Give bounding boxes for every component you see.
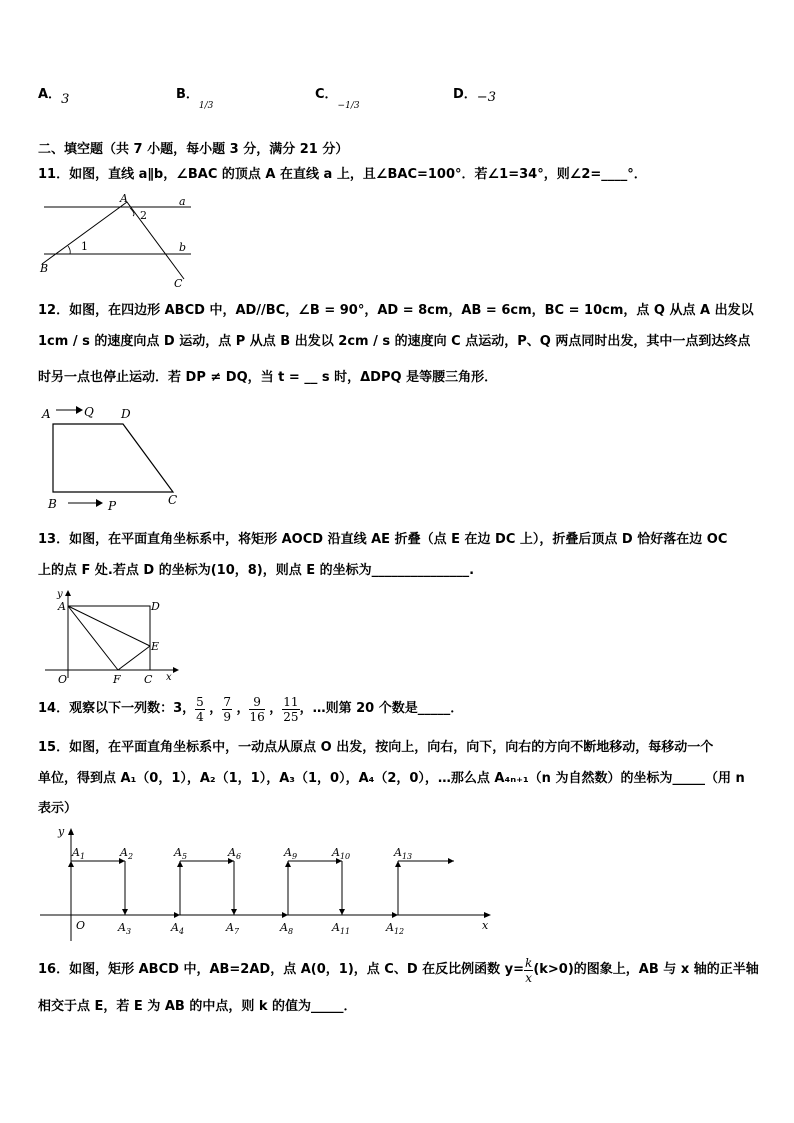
label-1: 1 <box>81 240 88 253</box>
label-P: P <box>108 499 117 513</box>
q14-prefix: 14．观察以下一列数：3， <box>38 701 196 716</box>
option-d-value: −3 <box>476 90 496 105</box>
right-arrowhead-bottom <box>282 912 288 918</box>
label-x: x <box>166 672 172 683</box>
option-d-label: D． <box>453 87 477 102</box>
q12-line3: 时另一点也停止运动．若 DP ≠ DQ，当 t = __ s 时，ΔDPQ 是等腰三角形． <box>38 370 498 385</box>
label-D: D <box>151 600 160 613</box>
label-F: F <box>113 673 121 686</box>
point-label-a4: $A_4$ <box>171 921 185 936</box>
q16-frac-num: k <box>525 955 533 970</box>
q15-line2: 单位，得到点 A₁（0，1），A₂（1，1），A₃（1，0），A₄（2，0），…那么点 A₄ₙ₊₁（n 为自然数）的坐标为_____（用 n <box>38 771 745 786</box>
section-title: 二、填空题（共 7 小题，每小题 3 分，满分 21 分） <box>38 142 349 157</box>
point-label-a1: $A_1$ <box>72 846 86 861</box>
q13-figure <box>40 588 185 688</box>
y-arrow <box>68 828 74 835</box>
q14-frac-2-num: 7 <box>223 694 231 709</box>
q12-line1: 12．如图，在四边形 ABCD 中，AD//BC，∠B = 90°，AD = 8cm，AB = 6cm，BC = 10cm，点 Q 从点 A 出发以 <box>38 303 754 318</box>
up-arrowhead <box>177 861 183 867</box>
q16-frac <box>524 956 533 985</box>
label-B: B <box>40 262 49 275</box>
label-Q: Q <box>84 405 94 419</box>
arrow-p-head <box>96 499 103 507</box>
q14-frac-4-num: 11 <box>283 694 299 709</box>
rectangle-aocd <box>68 606 150 670</box>
segment-fe <box>118 646 150 670</box>
q15-figure <box>36 823 496 941</box>
option-b-value: 1/3 <box>198 101 214 111</box>
q16-line1 <box>38 952 759 988</box>
point-label-a7: $A_7$ <box>226 921 240 936</box>
label-2: 2 <box>140 209 147 222</box>
q14-line: 14．观察以下一列数：3， $\frac{5}{4}$ ， $\frac{7}{9}$ ， $\frac{9}{16}$ ， $\frac{11}{25}$ ，…则第 20 个数是_____． <box>38 694 464 724</box>
q14-frac-2-den: 9 <box>223 709 231 724</box>
label-O: O <box>58 673 68 686</box>
segment-ac <box>127 202 187 279</box>
point-label-a5: $A_5$ <box>174 846 188 861</box>
q16-post: (k>0)的图象上，AB 与 x 轴的正半轴 <box>533 962 759 977</box>
label-E: E <box>151 640 160 653</box>
q13-line2: 上的点 F 处.若点 D 的坐标为(10，8)，则点 E 的坐标为_______________. <box>38 563 475 578</box>
up-arrowhead <box>285 861 291 867</box>
q11-text: 11．如图，直线 a∥b，∠BAC 的顶点 A 在直线 a 上，且∠BAC=100°．若∠1=34°，则∠2=____°． <box>38 167 647 182</box>
q16-pre: 16．如图，矩形 ABCD 中，AB=2AD，点 A(0，1)，点 C、D 在反比例函数 y= <box>38 962 525 977</box>
top-point-labels <box>71 846 412 861</box>
segment-af <box>68 606 118 670</box>
q14-frac-4 <box>282 695 299 724</box>
right-arrowhead-bottom <box>174 912 180 918</box>
quadrilateral-abcd <box>53 424 173 492</box>
label-D: D <box>121 407 131 421</box>
down-arrowhead <box>231 909 237 915</box>
x-arrow <box>173 667 179 673</box>
up-arrowhead <box>395 861 401 867</box>
q15-line1: 15．如图，在平面直角坐标系中，一动点从原点 O 出发，按向上，向右，向下，向右的方向不断地移动，每移动一个 <box>38 740 714 755</box>
label-C: C <box>174 277 183 290</box>
q14-frac-3-num: 9 <box>249 695 264 710</box>
option-a-label: A． <box>38 87 62 102</box>
bottom-point-labels <box>117 921 404 936</box>
option-b <box>176 86 214 111</box>
point-label-a3: $A_3$ <box>118 921 132 936</box>
segment-ae <box>68 606 150 646</box>
q12-figure <box>38 400 188 515</box>
label-a: a <box>179 195 186 208</box>
q14-frac-2 <box>222 695 232 724</box>
option-b-label: B． <box>176 87 199 102</box>
x-arrow <box>484 912 491 918</box>
label-A: A <box>42 407 51 421</box>
point-label-a2: $A_2$ <box>120 846 134 861</box>
option-d <box>453 86 496 104</box>
right-arrowhead-bottom <box>392 912 398 918</box>
label-O: O <box>76 919 86 932</box>
point-label-a9: $A_9$ <box>284 846 298 861</box>
angle-1-arc <box>68 246 70 254</box>
up-arrowhead <box>68 861 74 867</box>
label-A: A <box>58 600 66 613</box>
point-label-a13: $A_{13}$ <box>394 846 413 861</box>
q12-line2: 1cm / s 的速度向点 D 运动，点 P 从点 B 出发以 2cm / s 的速度向 C 点运动，P、Q 两点同时出发，其中一点到达终点 <box>38 334 751 349</box>
option-c-label: C． <box>315 87 338 102</box>
label-y: y <box>58 825 65 838</box>
arrow-q-head <box>76 406 83 414</box>
down-arrowhead <box>122 909 128 915</box>
label-B: B <box>48 497 57 511</box>
label-A: A <box>120 192 128 205</box>
q16-line2: 相交于点 E，若 E 为 AB 的中点，则 k 的值为_____． <box>38 999 357 1014</box>
q14-frac-4-den: 25 <box>283 709 299 724</box>
point-label-a8: $A_8$ <box>280 921 294 936</box>
label-x: x <box>482 919 489 932</box>
q14-frac-1-den: 4 <box>196 709 204 724</box>
q14-frac-1-num: 5 <box>196 694 204 709</box>
point-label-a12: $A_{12}$ <box>386 921 405 936</box>
point-label-a10: $A_{10}$ <box>332 846 351 861</box>
label-C: C <box>144 673 153 686</box>
q14-frac-3-den: 16 <box>249 709 265 724</box>
segment-ab <box>42 202 127 264</box>
option-a-value: 3 <box>61 92 70 107</box>
label-C: C <box>168 493 178 507</box>
q13-line1: 13．如图，在平面直角坐标系中，将矩形 AOCD 沿直线 AE 折叠（点 E 在边 DC 上），折叠后顶点 D 恰好落在边 OC <box>38 532 728 547</box>
option-c-value: −1/3 <box>337 101 360 111</box>
q16-frac-den: x <box>525 970 533 985</box>
q15-line3: 表示） <box>38 801 78 816</box>
y-arrow <box>65 590 71 596</box>
right-arrowhead-top <box>448 858 454 864</box>
label-b: b <box>179 241 187 254</box>
zigzag-path <box>68 858 454 918</box>
down-arrowhead <box>339 909 345 915</box>
q14-suffix: ，…则第 20 个数是_____． <box>299 701 464 716</box>
q14-frac-3 <box>249 695 264 724</box>
option-c <box>315 86 360 111</box>
option-a <box>38 86 70 107</box>
q14-frac-1 <box>195 695 205 724</box>
point-label-a6: $A_6$ <box>228 846 242 861</box>
point-label-a11: $A_{11}$ <box>332 921 351 936</box>
q11-figure <box>36 192 196 290</box>
label-y: y <box>57 589 63 600</box>
